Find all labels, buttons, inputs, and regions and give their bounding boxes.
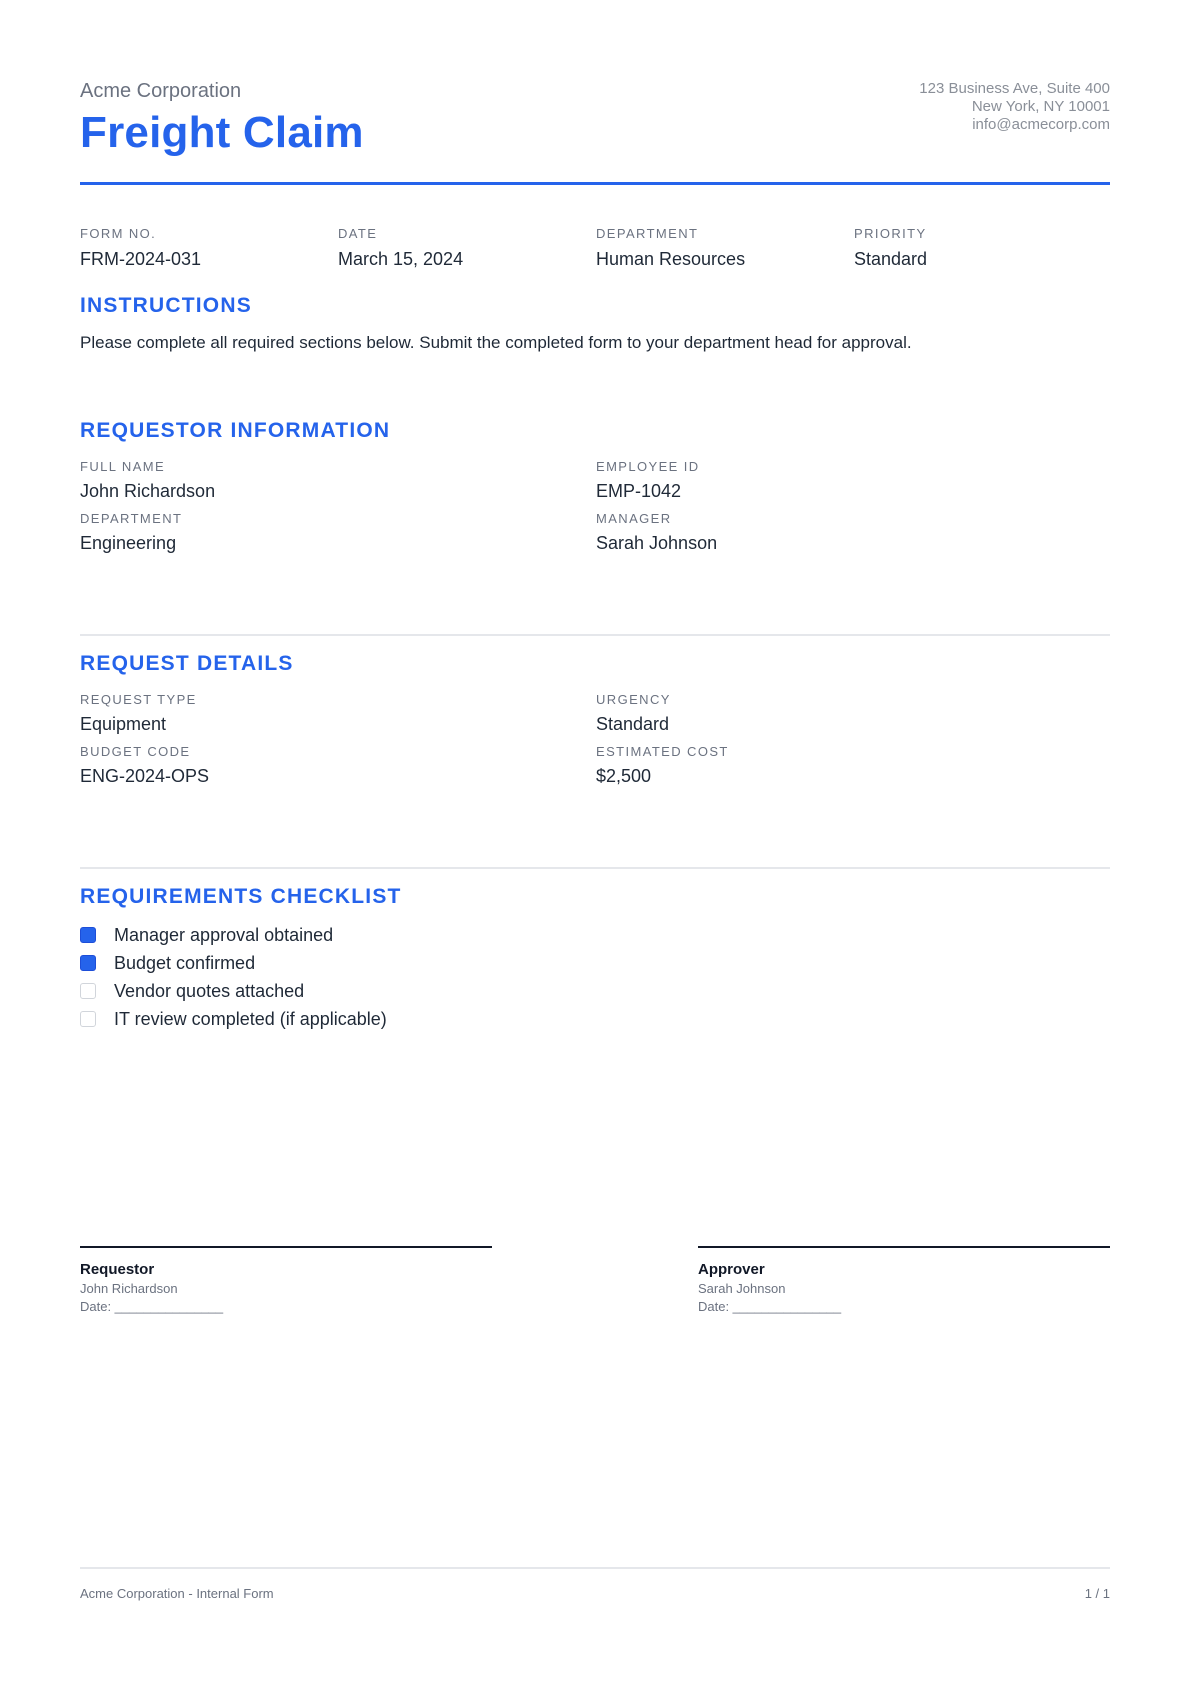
field-estimated-cost <box>596 744 1016 787</box>
page-title: Freight Claim <box>80 108 364 157</box>
urgency-value: Standard <box>596 714 670 734</box>
employee-id-label: EMPLOYEE ID <box>596 459 700 474</box>
employee-id-value: EMP-1042 <box>596 481 682 501</box>
instructions-text: Please complete all required sections below. Submit the completed form to your department head for approval. <box>80 333 912 352</box>
form-no-label: FORM NO. <box>80 226 157 241</box>
field-budget-code <box>80 744 500 787</box>
checklist-item[interactable] <box>80 924 333 946</box>
department-label: DEPARTMENT <box>596 226 699 241</box>
priority-value: Standard <box>854 249 928 269</box>
field-manager <box>596 511 1016 554</box>
form-no-value: FRM-2024-031 <box>80 249 202 269</box>
signature-role: Requestor <box>80 1261 155 1278</box>
signature-date: Date: _______________ <box>698 1299 842 1314</box>
signature-name: John Richardson <box>80 1281 178 1296</box>
checklist-item-label: Budget confirmed <box>114 952 256 973</box>
signature-date: Date: _______________ <box>80 1299 224 1314</box>
section-divider <box>80 634 1110 636</box>
requestor-signature <box>80 1246 492 1314</box>
requestor-heading: REQUESTOR INFORMATION <box>80 419 391 442</box>
request-type-label: REQUEST TYPE <box>80 692 197 707</box>
signature-role: Approver <box>698 1261 765 1278</box>
address-line-2: New York, NY 10001 <box>971 98 1110 115</box>
meta-department <box>596 226 836 270</box>
checkbox[interactable] <box>80 955 96 971</box>
budget-code-label: BUDGET CODE <box>80 744 191 759</box>
date-value: March 15, 2024 <box>338 249 464 269</box>
signature-line <box>698 1246 1110 1248</box>
footer-text: Acme Corporation - Internal Form <box>80 1586 274 1601</box>
meta-form-no <box>80 226 320 270</box>
date-label: DATE <box>338 226 378 241</box>
manager-label: MANAGER <box>596 511 672 526</box>
field-full-name <box>80 459 500 502</box>
field-requestor-department <box>80 511 500 554</box>
meta-priority <box>854 226 1094 270</box>
header-divider <box>80 182 1110 185</box>
full-name-label: FULL NAME <box>80 459 166 474</box>
field-employee-id <box>596 459 1016 502</box>
full-name-value: John Richardson <box>80 481 216 501</box>
company-email: info@acmecorp.com <box>972 116 1110 133</box>
address-line-1: 123 Business Ave, Suite 400 <box>919 80 1110 97</box>
estimated-cost-label: ESTIMATED COST <box>596 744 729 759</box>
request-type-value: Equipment <box>80 714 167 734</box>
checkbox[interactable] <box>80 927 96 943</box>
checklist-item[interactable] <box>80 1008 387 1030</box>
priority-label: PRIORITY <box>854 226 927 241</box>
budget-code-value: ENG-2024-OPS <box>80 766 210 786</box>
checklist-item-label: Manager approval obtained <box>114 924 334 945</box>
page-number: 1 / 1 <box>1084 1586 1110 1601</box>
request-details-heading: REQUEST DETAILS <box>80 652 294 675</box>
footer-divider <box>80 1567 1110 1569</box>
company-address <box>919 80 1110 134</box>
requestor-department-value: Engineering <box>80 533 177 553</box>
requestor-department-label: DEPARTMENT <box>80 511 183 526</box>
signature-name: Sarah Johnson <box>698 1281 786 1296</box>
department-value: Human Resources <box>596 249 746 269</box>
checkbox[interactable] <box>80 983 96 999</box>
company-name: Acme Corporation <box>80 80 242 102</box>
checkbox[interactable] <box>80 1011 96 1027</box>
approver-signature <box>698 1246 1110 1314</box>
meta-date <box>338 226 578 270</box>
field-request-type <box>80 692 500 735</box>
checklist-item[interactable] <box>80 980 304 1002</box>
instructions-heading: INSTRUCTIONS <box>80 294 252 317</box>
field-urgency <box>596 692 1016 735</box>
checklist-heading: REQUIREMENTS CHECKLIST <box>80 885 402 908</box>
estimated-cost-value: $2,500 <box>596 766 652 786</box>
urgency-label: URGENCY <box>596 692 671 707</box>
section-divider <box>80 867 1110 869</box>
manager-value: Sarah Johnson <box>596 533 718 553</box>
signature-line <box>80 1246 492 1248</box>
checklist-item-label: IT review completed (if applicable) <box>114 1008 387 1029</box>
form-page <box>80 0 1110 1683</box>
checklist-item-label: Vendor quotes attached <box>114 980 305 1001</box>
checklist-item[interactable] <box>80 952 255 974</box>
